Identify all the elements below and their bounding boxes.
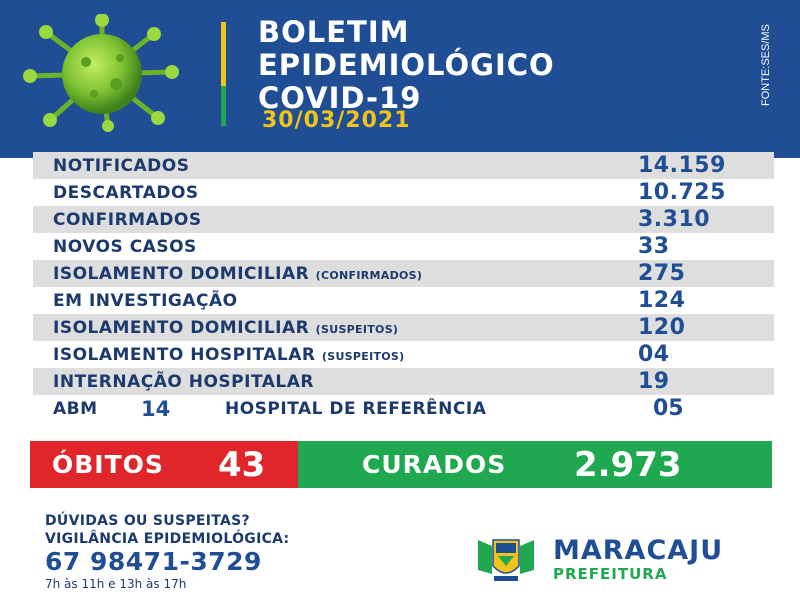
stat-value: 124 — [638, 288, 686, 313]
stat-label: ISOLAMENTO HOSPITALAR (SUSPEITOS) — [53, 344, 405, 365]
stat-label: NOVOS CASOS — [53, 236, 197, 257]
hospital-label: HOSPITAL DE REFERÊNCIA — [225, 398, 487, 419]
city-brand — [553, 536, 723, 582]
contact-block — [45, 512, 289, 592]
stat-value: 33 — [638, 234, 670, 259]
bulletin-date: 30/03/2021 — [262, 108, 411, 133]
title-line-1: BOLETIM — [258, 15, 410, 49]
stat-row-descartados — [33, 179, 774, 206]
stat-note: (SUSPEITOS) — [321, 349, 405, 363]
title-line-2: EPIDEMIOLÓGICO — [258, 48, 555, 82]
stat-label: EM INVESTIGAÇÃO — [53, 290, 238, 311]
city-crest-icon — [474, 536, 538, 584]
contact-department: VIGILÂNCIA EPIDEMIOLÓGICA: — [45, 531, 290, 547]
page-title — [258, 16, 555, 115]
obitos-label: ÓBITOS — [52, 450, 164, 479]
title-accent-bar — [221, 22, 226, 126]
stat-label: NOTIFICADOS — [53, 155, 190, 176]
contact-phone: 67 98471-3729 — [45, 547, 262, 576]
header-banner — [0, 0, 800, 158]
stat-row-isolamento-hospitalar-suspeitos — [33, 341, 774, 368]
stat-label: CONFIRMADOS — [53, 209, 202, 230]
stat-label: ISOLAMENTO DOMICILIAR (CONFIRMADOS) — [53, 263, 423, 284]
title-line-3: COVID-19 — [258, 81, 422, 115]
stat-label: INTERNAÇÃO HOSPITALAR — [53, 371, 314, 392]
stat-row-em-investigacao — [33, 287, 774, 314]
stat-row-isolamento-domiciliar-confirmados — [33, 260, 774, 287]
abm-label: ABM — [53, 398, 98, 419]
city-subtitle: PREFEITURA — [553, 565, 668, 583]
stat-row-abm-hospital — [33, 395, 774, 422]
stat-row-novos-casos — [33, 233, 774, 260]
stat-row-internacao-hospitalar — [33, 368, 774, 395]
source-note: FONTE:SES/MS — [760, 24, 772, 106]
stat-value: 275 — [638, 261, 686, 286]
obitos-value: 43 — [218, 444, 266, 485]
contact-question: DÚVIDAS OU SUSPEITAS? — [45, 513, 250, 529]
contact-hours: 7h às 11h e 13h às 17h — [45, 577, 187, 591]
stat-value: 10.725 — [638, 180, 726, 205]
curados-box — [298, 441, 772, 488]
stat-value: 04 — [638, 342, 670, 367]
virus-icon — [22, 14, 182, 132]
stat-value: 3.310 — [638, 207, 711, 232]
hospital-value: 05 — [653, 396, 684, 421]
city-name: MARACAJU — [553, 535, 724, 566]
stat-row-confirmados — [33, 206, 774, 233]
curados-label: CURADOS — [362, 450, 507, 479]
stat-value: 14.159 — [638, 153, 726, 178]
stat-note: (CONFIRMADOS) — [315, 268, 423, 282]
stat-note: (SUSPEITOS) — [315, 322, 399, 336]
abm-value: 14 — [141, 396, 171, 421]
stat-value: 19 — [638, 369, 670, 394]
stat-label: ISOLAMENTO DOMICILIAR (SUSPEITOS) — [53, 317, 399, 338]
stats-table — [33, 152, 774, 422]
stat-row-isolamento-domiciliar-suspeitos — [33, 314, 774, 341]
stat-label: DESCARTADOS — [53, 182, 199, 203]
obitos-box — [30, 441, 298, 488]
stat-row-notificados — [33, 152, 774, 179]
stat-value: 120 — [638, 315, 686, 340]
curados-value: 2.973 — [574, 444, 682, 485]
